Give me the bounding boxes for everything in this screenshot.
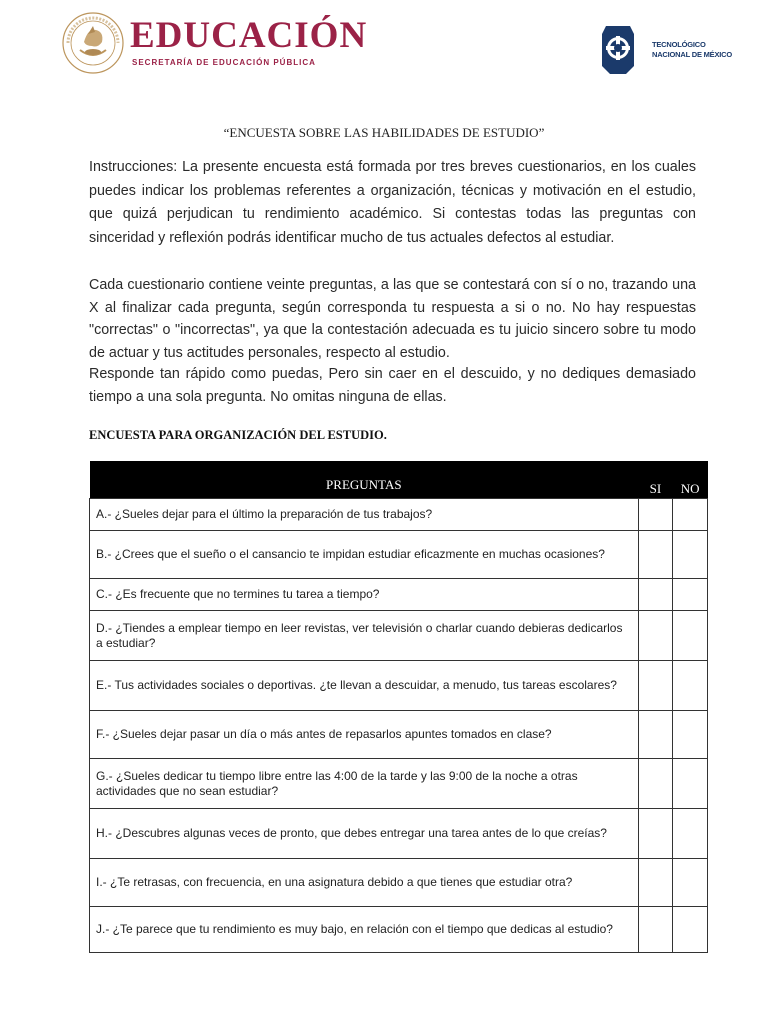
answer-no-cell[interactable] <box>673 809 708 859</box>
answer-si-cell[interactable] <box>638 859 673 907</box>
tecnm-name <box>652 40 732 60</box>
question-cell: H.- ¿Descubres algunas veces de pronto, que debes entregar una tarea antes de lo que creías? <box>90 809 639 859</box>
answer-no-cell[interactable] <box>673 859 708 907</box>
answer-si-cell[interactable] <box>638 907 673 953</box>
question-cell: A.- ¿Sueles dejar para el último la preparación de tus trabajos? <box>90 499 639 531</box>
table-row <box>90 859 708 907</box>
tecnm-emblem-icon <box>598 22 638 78</box>
answer-no-cell[interactable] <box>673 759 708 809</box>
answer-si-cell[interactable] <box>638 809 673 859</box>
question-cell: F.- ¿Sueles dejar pasar un día o más antes de repasarlos apuntes tomados en clase? <box>90 711 639 759</box>
answer-si-cell[interactable] <box>638 579 673 611</box>
answer-no-cell[interactable] <box>673 499 708 531</box>
table-row <box>90 579 708 611</box>
header-questions: PREGUNTAS <box>90 461 639 499</box>
question-cell: B.- ¿Crees que el sueño o el cansancio te impidan estudiar eficazmente en muchas ocasiones? <box>90 531 639 579</box>
table-row <box>90 711 708 759</box>
national-seal-icon <box>62 12 124 74</box>
education-title: EDUCACIÓN <box>130 15 368 56</box>
survey-table <box>89 461 708 953</box>
answer-no-cell[interactable] <box>673 579 708 611</box>
guidance-paragraph: Responde tan rápido como puedas, Pero sin caer en el descuido, y no dediques demasiado tiempo a una sola pregunta. No omitas ninguna de ellas. <box>89 366 696 405</box>
table-row <box>90 907 708 953</box>
question-cell: G.- ¿Sueles dedicar tu tiempo libre entre las 4:00 de la tarde y las 9:00 de la noche a otras actividades que no sean estudiar? <box>90 759 639 809</box>
question-cell: E.- Tus actividades sociales o deportivas. ¿te llevan a descuidar, a menudo, tus tareas escolares? <box>90 661 639 711</box>
header-no: NO <box>673 461 708 499</box>
table-row <box>90 759 708 809</box>
table-row <box>90 809 708 859</box>
tecnm-line2: NACIONAL DE MÉXICO <box>652 50 733 59</box>
table-header-row <box>90 461 708 499</box>
table-row <box>90 611 708 661</box>
question-cell: D.- ¿Tiendes a emplear tiempo en leer revistas, ver televisión o charlar cuando debieras dedicarlos a estudiar? <box>90 611 639 661</box>
answer-no-cell[interactable] <box>673 531 708 579</box>
answer-si-cell[interactable] <box>638 531 673 579</box>
answer-no-cell[interactable] <box>673 661 708 711</box>
instructions-paragraph: Instrucciones: La presente encuesta está formada por tres breves cuestionarios, en los cuales puedes indicar los problemas referentes a organización, técnicas y motivación en el estudio, que quizá perjudican tu rendimiento académico. Si contestas todas las preguntas con sinceridad y reflexión podrás identificar mucho de tus actuales defectos al estudiar. <box>89 159 696 246</box>
answer-si-cell[interactable] <box>638 661 673 711</box>
header-si: SI <box>638 461 673 499</box>
answer-no-cell[interactable] <box>673 711 708 759</box>
table-row <box>90 531 708 579</box>
document-title: “ENCUESTA SOBRE LAS HABILIDADES DE ESTUDIO” <box>223 125 545 140</box>
answer-si-cell[interactable] <box>638 611 673 661</box>
education-subtitle: SECRETARÍA DE EDUCACIÓN PÚBLICA <box>132 58 316 67</box>
sep-logo <box>62 12 368 78</box>
question-cell: C.- ¿Es frecuente que no termines tu tarea a tiempo? <box>90 579 639 611</box>
answer-si-cell[interactable] <box>638 759 673 809</box>
section-title: ENCUESTA PARA ORGANIZACIÓN DEL ESTUDIO. <box>89 428 387 442</box>
table-row <box>90 499 708 531</box>
table-row <box>90 661 708 711</box>
explanation-paragraph: Cada cuestionario contiene veinte preguntas, a las que se contestará con sí o no, trazando una X al finalizar cada pregunta, según corresponda tu respuesta a si o no. No hay respuestas "correctas" o "incorrectas", ya que la contestación adecuada es tu juicio sincero sobre tu modo de actuar y tus actitudes personales, respecto al estudio. <box>89 277 696 361</box>
tecnm-line1: TECNOLÓGICO <box>652 40 706 49</box>
tecnm-logo <box>598 22 738 78</box>
answer-si-cell[interactable] <box>638 499 673 531</box>
answer-no-cell[interactable] <box>673 611 708 661</box>
answer-no-cell[interactable] <box>673 907 708 953</box>
question-cell: J.- ¿Te parece que tu rendimiento es muy bajo, en relación con el tiempo que dedicas al estudio? <box>90 907 639 953</box>
question-cell: I.- ¿Te retrasas, con frecuencia, en una asignatura debido a que tienes que estudiar otra? <box>90 859 639 907</box>
answer-si-cell[interactable] <box>638 711 673 759</box>
